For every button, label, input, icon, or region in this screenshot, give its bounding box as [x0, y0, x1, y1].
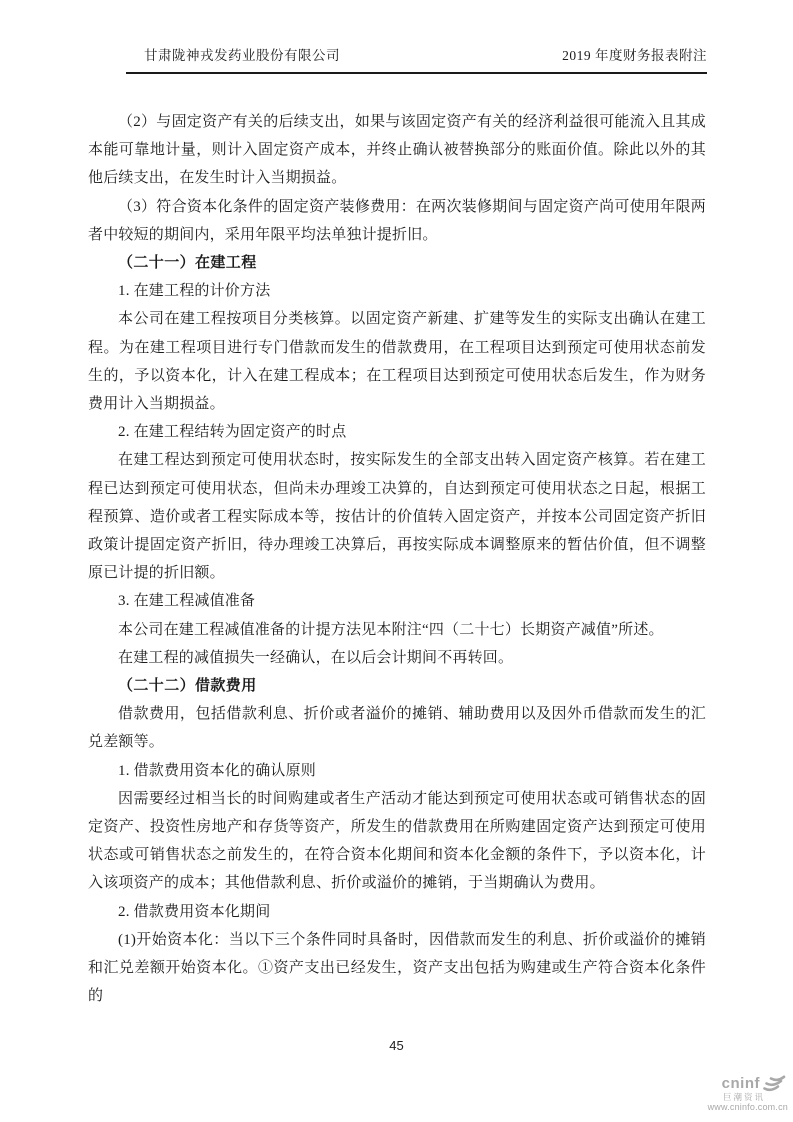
page-number: 45 [389, 1038, 404, 1053]
subheading-cip-impairment: 3. 在建工程减值准备 [118, 593, 256, 610]
paragraph-cip-impairment-method: 本公司在建工程减值准备的计提方法见本附注“四（二十七）长期资产减值”所述。 [118, 621, 664, 638]
paragraph-borrowing-costs-definition: 借款费用，包括借款利息、折价或者溢价的摊销、辅助费用以及因外币借款而发生的汇兑差额等。 [88, 706, 706, 751]
paragraph-cip-valuation-method: 本公司在建工程按项目分类核算。以固定资产新建、扩建等发生的实际支出确认在建工程。为在建工程项目进行专门借款而发生的借款费用，在工程项目达到预定可使用状态前发生的，予以资本化，计入在建工程成本；在工程项目达到预定可使用状态后发生，作为财务费用计入当期损益。 [88, 311, 706, 413]
subheading-cip-transfer-timing: 2. 在建工程结转为固定资产的时点 [118, 424, 347, 441]
paragraph-cip-transfer-timing: 在建工程达到预定可使用状态时，按实际发生的全部支出转入固定资产核算。若在建工程已达到预定可使用状态，但尚未办理竣工决算的，自达到预定可使用状态之日起，根据工程预算、造价或者工程实际成本等，按估计的价值转入固定资产，并按本公司固定资产折旧政策计提固定资产折旧，待办理竣工决算后，再按实际成本调整原来的暂估价值，但不调整原已计提的折旧额。 [88, 452, 706, 582]
cninfo-brand-text: cninf [721, 1074, 760, 1092]
subheading-capitalization-principle: 1. 借款费用资本化的确认原则 [118, 762, 317, 779]
page-header [126, 47, 707, 74]
subheading-capitalization-period: 2. 借款费用资本化期间 [118, 903, 271, 920]
cninfo-brand-row [694, 1075, 789, 1092]
subheading-cip-valuation-method: 1. 在建工程的计价方法 [118, 283, 271, 300]
section-heading-construction-in-progress: （二十一）在建工程 [118, 255, 257, 272]
paragraph-capitalizable-renovation-cost: （3）符合资本化条件的固定资产装修费用：在两次装修期间与固定资产尚可使用年限两者中较短的期间内，采用年限平均法单独计提折旧。 [88, 198, 706, 243]
cninfo-swirl-icon [762, 1075, 786, 1092]
section-heading-borrowing-costs: （二十二）借款费用 [118, 678, 257, 695]
company-name: 甘肃陇神戎发药业股份有限公司 [144, 48, 340, 63]
document-body [88, 108, 706, 1011]
cninfo-url: www.cninfo.com.cn [707, 1102, 788, 1112]
paragraph-capitalization-principle: 因需要经过相当长的时间购建或者生产活动才能达到预定可使用状态或可销售状态的固定资产、投资性房地产和存货等资产，所发生的借款费用在所购建固定资产达到预定可使用状态或可销售状态之前发生的，在符合资本化期间和资本化金额的条件下，予以资本化，计入该项资产的成本；其他借款利息、折价或溢价的摊销，于当期确认为费用。 [88, 790, 706, 892]
cninfo-logo [694, 1075, 789, 1113]
paragraph-capitalization-start: (1)开始资本化：当以下三个条件同时具备时，因借款而发生的利息、折价或溢价的摊销和汇兑差额开始资本化。①资产支出已经发生，资产支出包括为购建或生产符合资本化条件的 [88, 931, 706, 1005]
paragraph-fixed-asset-subsequent-expenditure: （2）与固定资产有关的后续支出，如果与该固定资产有关的经济利益很可能流入且其成本能可靠地计量，则计入固定资产成本，并终止确认被替换部分的账面价值。除此以外的其他后续支出，在发生时计入当期损益。 [88, 114, 706, 187]
report-title: 2019 年度财务报表附注 [562, 48, 707, 63]
paragraph-cip-impairment-no-reversal: 在建工程的减值损失一经确认，在以后会计期间不再转回。 [118, 649, 514, 666]
cninfo-chinese-name: 巨潮资讯 [722, 1092, 765, 1102]
